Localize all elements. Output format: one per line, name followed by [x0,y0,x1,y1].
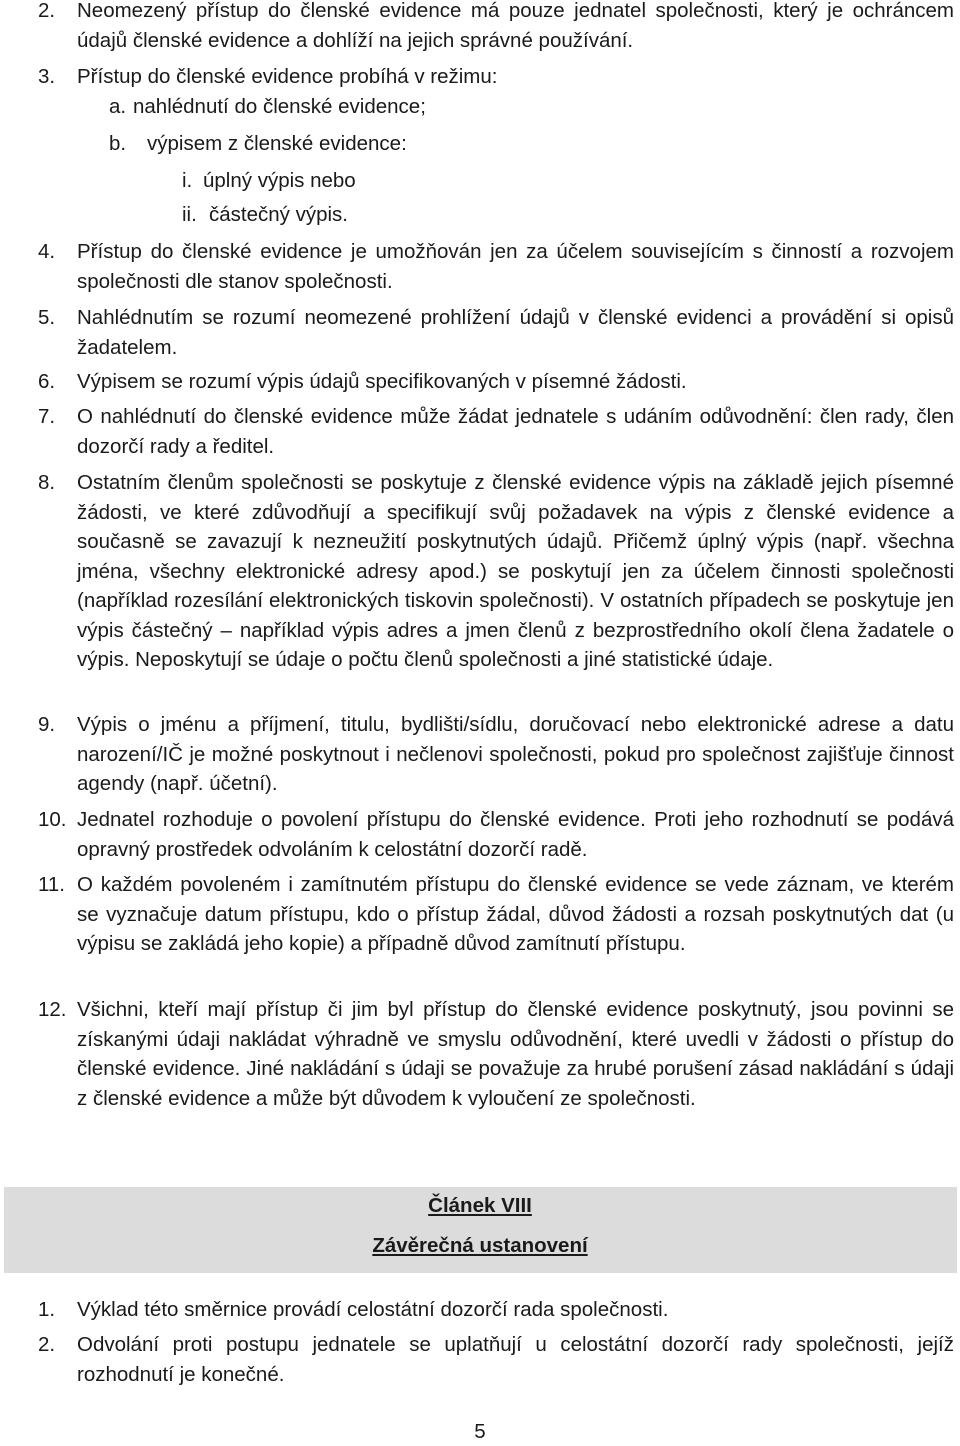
sub-item-letter: a. [109,95,127,118]
sub-item-text: úplný výpis nebo [203,169,356,192]
item-text: Neomezený přístup do členské evidence má pouze jednatel společnosti, který je ochráncem údajů členské evidence a dohlíží na jejich správné používání. [77,0,954,52]
sub-list-item [0,200,960,230]
item-number: 1. [38,1298,56,1321]
item-text: Nahlédnutím se rozumí neomezené prohlížení údajů v členské evidenci a provádění si opisů žadatelem. [77,306,954,359]
item-text: Přístup do členské evidence je umožňován jen za účelem souvisejícím s činností a rozvojem společnosti dle stanov společnosti. [77,240,954,293]
sub-item-roman: i. [182,169,193,192]
sub-list-item [0,129,960,159]
item-text: Jednatel rozhoduje o povolení přístupu do členské evidence. Proti jeho rozhodnutí se podává opravný prostředek odvoláním k celostátní dozorčí radě. [77,808,954,861]
item-number: 7. [38,405,56,428]
item-number: 4. [38,240,56,263]
item-number: 6. [38,370,56,393]
item-number: 8. [38,471,56,494]
sub-list-item [0,166,960,196]
item-text: Výpis o jménu a příjmení, titulu, bydlišti/sídlu, doručovací nebo elektronické adrese a datu narození/IČ je možné poskytnout i nečlenovi společnosti, pokud pro společnost zajišťuje činnost agendy (např. účetní). [77,713,954,795]
sub-item-letter: b. [109,132,127,155]
article-title: Článek VIII [428,1194,532,1217]
item-text: Všichni, kteří mají přístup či jim byl přístup do členské evidence poskytnutý, jsou povinni se získanými údaji nakládat výhradně ve smyslu odůvodnění, které uvedli v žádosti o přístup do členské evidence. Jiné nakládání s údaji se považuje za hrubé porušení zásad nakládání s údaji z členské evidence a může být důvodem k vyloučení ze společnosti. [77,998,954,1110]
sub-item-text: výpisem z členské evidence: [147,132,407,155]
item-number: 5. [38,306,56,329]
item-text: Ostatním členům společnosti se poskytuje z členské evidence výpis na základě jejich písemné žádosti, ve které zdůvodňují a specifikují svůj požadavek na výpis z členské evidence a současně se zavazují k nezneužití poskytnutých údajů. Přičemž úplný výpis (např. všechna jména, všechny elektronické adresy apod.) se poskytují jen za účelem činnosti společnosti (například rozesílání elektronických tiskovin společnosti). V ostatních případech se poskytuje jen výpis částečný – například výpis adres a jmen členů z bezprostředního okolí člena žadatele o výpis. Neposkytují se údaje o počtu členů společnosti a jiné statistické údaje. [77,471,954,671]
item-text: Odvolání proti postupu jednatele se uplatňují u celostátní dozorčí rady společnosti, jejíž rozhodnutí je konečné. [77,1333,954,1386]
item-number: 2. [38,1333,56,1356]
item-text: Přístup do členské evidence probíhá v režimu: [77,65,498,88]
sub-list-item [0,92,960,122]
item-number: 12. [38,998,67,1021]
item-text: Výklad této směrnice provádí celostátní dozorčí rada společnosti. [77,1298,669,1321]
item-number: 3. [38,65,56,88]
sub-item-text: částečný výpis. [209,203,348,226]
item-number: 9. [38,713,56,736]
item-text: Výpisem se rozumí výpis údajů specifikovaných v písemné žádosti. [77,370,687,393]
item-text: O každém povoleném i zamítnutém přístupu do členské evidence se vede záznam, ve kterém se vyznačuje datum přístupu, kdo o přístup žádal, důvod žádosti a rozsah poskytnutých dat (u výpisu se zakládá jeho kopie) a případně důvod zamítnutí přístupu. [77,873,954,955]
page-number: 5 [474,1420,486,1443]
article-subtitle: Závěrečná ustanovení [372,1234,588,1257]
item-number: 2. [38,0,56,22]
item-number: 10. [38,808,67,831]
item-number: 11. [38,873,65,896]
sub-item-text: nahlédnutí do členské evidence; [133,95,426,118]
sub-item-roman: ii. [182,203,197,226]
item-text: O nahlédnutí do členské evidence může žádat jednatele s udáním odůvodnění: člen rady, člen dozorčí rady a ředitel. [77,405,954,458]
